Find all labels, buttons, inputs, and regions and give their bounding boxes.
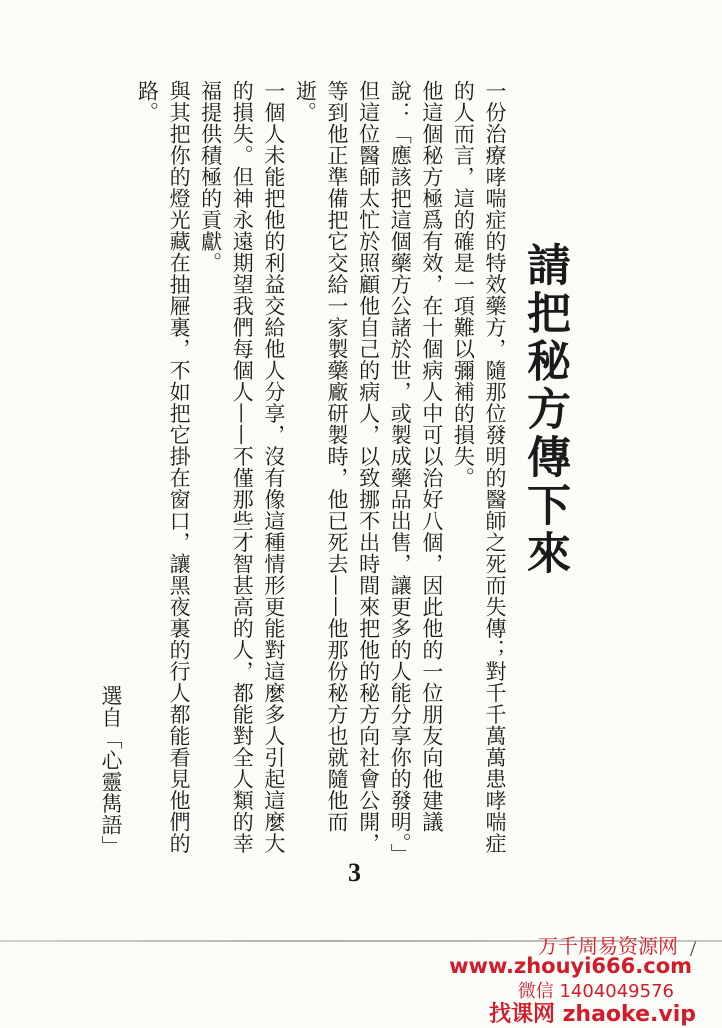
corner-mark: /: [690, 936, 697, 961]
paragraph-3: 但這位醫師太忙於照顧他自己的病人，以致挪不出時間來把他的秘方向社會公開，等到他正準備把它交給一家製藥廠研製時，他已死去——他那份秘方也就隨他而逝。: [293, 80, 381, 854]
watermark-site-name: 万千周易资源网: [538, 934, 678, 958]
source-attribution: 選自「心靈雋語」: [99, 685, 123, 857]
watermark-url: www.zhouyi666.com: [449, 954, 692, 978]
watermark-wechat: 微信 1404049576: [517, 981, 674, 1002]
paragraph-4: 一個人未能把他的利益交給他人分享，沒有像這種情形更能對這麼多人引起這麼大的損失。但神永遠期望我們每個人——不僅那些才智甚高的人，都能對全人類的幸福提供積極的貢獻。: [198, 80, 286, 854]
paragraph-1: 一份治療哮喘症的特效藥方，隨那位發明的醫師之死而失傳；對千千萬萬患哮喘症的人而言，這的確是一項難以彌補的損失。: [451, 80, 507, 854]
page-number: 3: [348, 858, 361, 887]
watermark-second-site: 找课网 zhaoke.vip: [488, 1002, 696, 1027]
page-title: 請把秘方傳下來: [519, 242, 570, 578]
article-body: [90, 80, 510, 865]
paragraph-5: 與其把你的燈光藏在抽屜裏，不如把它掛在窗口，讓黑夜裏的行人都能看見他們的路。: [135, 80, 192, 854]
paragraph-2: 他這個秘方極爲有效，在十個病人中可以治好八個，因此他的一位朋友向他建議說：「應該把這個藥方公諸於世，或製成藥品出售，讓更多的人能分享你的發明。」: [388, 80, 444, 865]
